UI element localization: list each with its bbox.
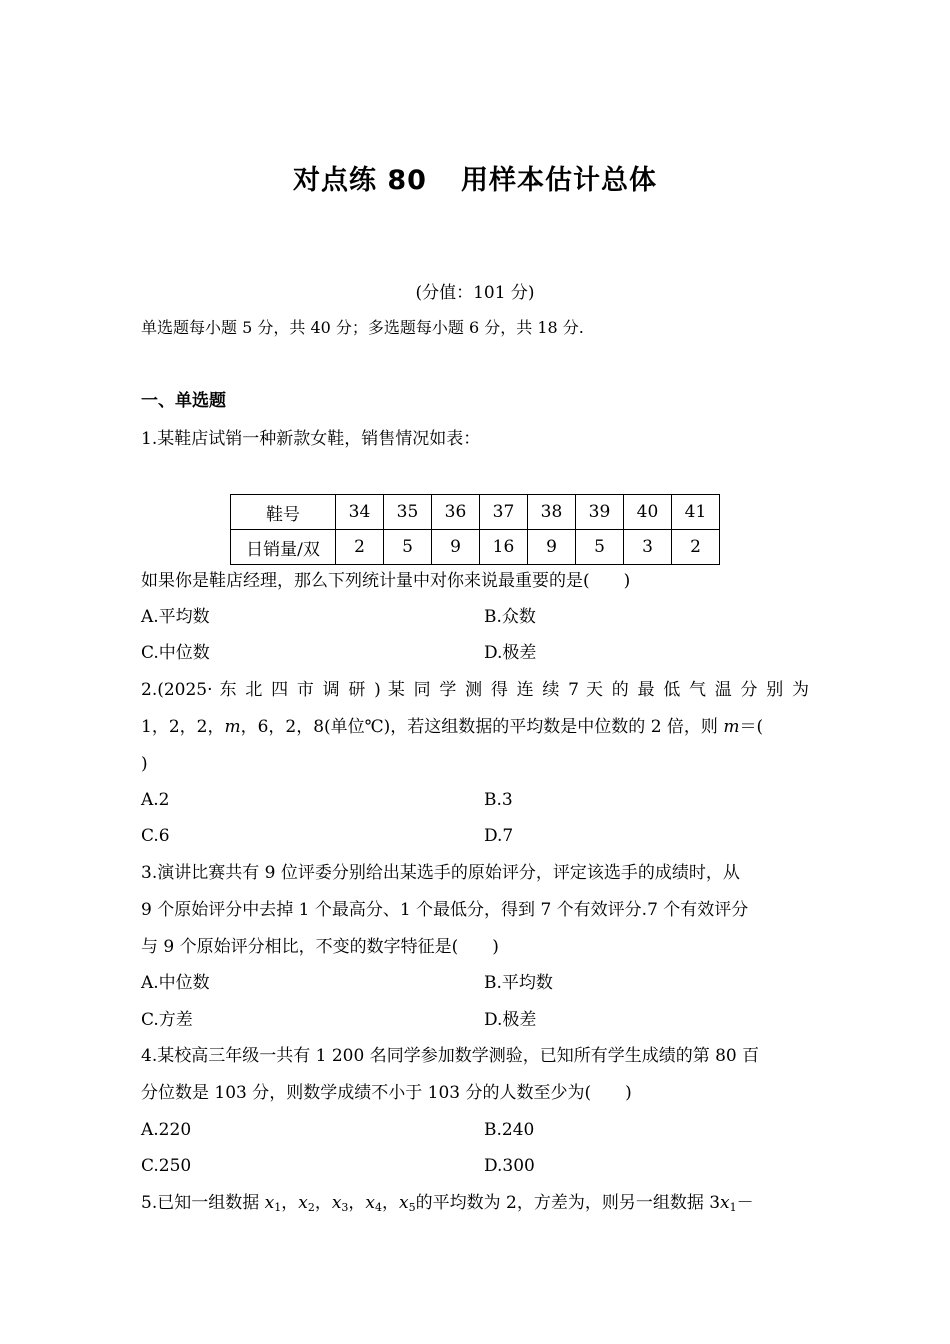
table-cell: 2: [336, 530, 384, 565]
q2-line1: 2.(2025· 东 北 四 市 调 研 ) 某 同 学 测 得 连 续 7 天 的 最 低 气 温 分 别 为: [141, 680, 809, 700]
title-number: 对点练 80: [293, 165, 427, 196]
q4-option-a[interactable]: A.220: [141, 1120, 192, 1140]
table-cell: 39: [576, 495, 624, 530]
q2-option-d[interactable]: D.7: [484, 826, 514, 846]
q1-option-d[interactable]: D.极差: [484, 643, 537, 663]
table-cell: 41: [672, 495, 720, 530]
q2-line3: ): [141, 754, 148, 774]
q2-line2: 1，2，2，m，6，2，8(单位℃)，若这组数据的平均数是中位数的 2 倍，则 m＝(: [141, 717, 764, 737]
q5-line1: 5.已知一组数据 $x_1$，$x_2$，$x_3$，$x_4$，$x_5$的平均数为 2，方差为，则另一组数据 $3x_1-$: [141, 1193, 754, 1214]
q2-option-c[interactable]: C.6: [141, 826, 170, 846]
title-topic: 用样本估计总体: [460, 165, 657, 196]
q1-option-a[interactable]: A.平均数: [141, 607, 210, 627]
q1-question: 如果你是鞋店经理，那么下列统计量中对你来说最重要的是( ): [141, 571, 631, 591]
table-cell: 40: [624, 495, 672, 530]
table-cell: 9: [528, 530, 576, 565]
q3-line1: 3.演讲比赛共有 9 位评委分别给出某选手的原始评分，评定该选手的成绩时，从: [141, 863, 740, 883]
table-cell: 35: [384, 495, 432, 530]
scoring-rule: 单选题每小题 5 分，共 40 分；多选题每小题 6 分，共 18 分.: [141, 318, 584, 337]
q1-option-c[interactable]: C.中位数: [141, 643, 210, 663]
table-cell: 37: [480, 495, 528, 530]
table-header-size: 鞋号: [231, 495, 336, 530]
q3-line3: 与 9 个原始评分相比，不变的数字特征是( ): [141, 937, 499, 957]
q4-option-d[interactable]: D.300: [484, 1156, 535, 1176]
table-cell: 16: [480, 530, 528, 565]
table-cell: 38: [528, 495, 576, 530]
table-cell: 34: [336, 495, 384, 530]
q3-line2: 9 个原始评分中去掉 1 个最高分、1 个最低分，得到 7 个有效评分.7 个有效评分: [141, 900, 749, 920]
table-cell: 9: [432, 530, 480, 565]
q4-option-c[interactable]: C.250: [141, 1156, 192, 1176]
q1-stem: 1.某鞋店试销一种新款女鞋，销售情况如表：: [141, 429, 481, 449]
table-row: [231, 530, 720, 565]
sales-table: [230, 494, 720, 565]
table-row: [231, 495, 720, 530]
q4-option-b[interactable]: B.240: [484, 1120, 535, 1140]
q3-option-c[interactable]: C.方差: [141, 1010, 193, 1030]
q3-option-b[interactable]: B.平均数: [484, 973, 553, 993]
table-cell: 36: [432, 495, 480, 530]
table-cell: 5: [384, 530, 432, 565]
table-header-sales: 日销量/双: [231, 530, 336, 565]
q3-option-d[interactable]: D.极差: [484, 1010, 537, 1030]
section-heading: 一、单选题: [141, 391, 226, 411]
q1-option-b[interactable]: B.众数: [484, 607, 536, 627]
q2-option-a[interactable]: A.2: [141, 790, 170, 810]
table-cell: 3: [624, 530, 672, 565]
score-note: (分值：101 分): [415, 283, 535, 303]
table-cell: 2: [672, 530, 720, 565]
q3-option-a[interactable]: A.中位数: [141, 973, 210, 993]
q2-option-b[interactable]: B.3: [484, 790, 513, 810]
q4-line2: 分位数是 103 分，则数学成绩不小于 103 分的人数至少为( ): [141, 1083, 632, 1103]
q4-line1: 4.某校高三年级一共有 1 200 名同学参加数学测验，已知所有学生成绩的第 80 百: [141, 1046, 760, 1066]
table-cell: 5: [576, 530, 624, 565]
page-title: [0, 158, 950, 197]
